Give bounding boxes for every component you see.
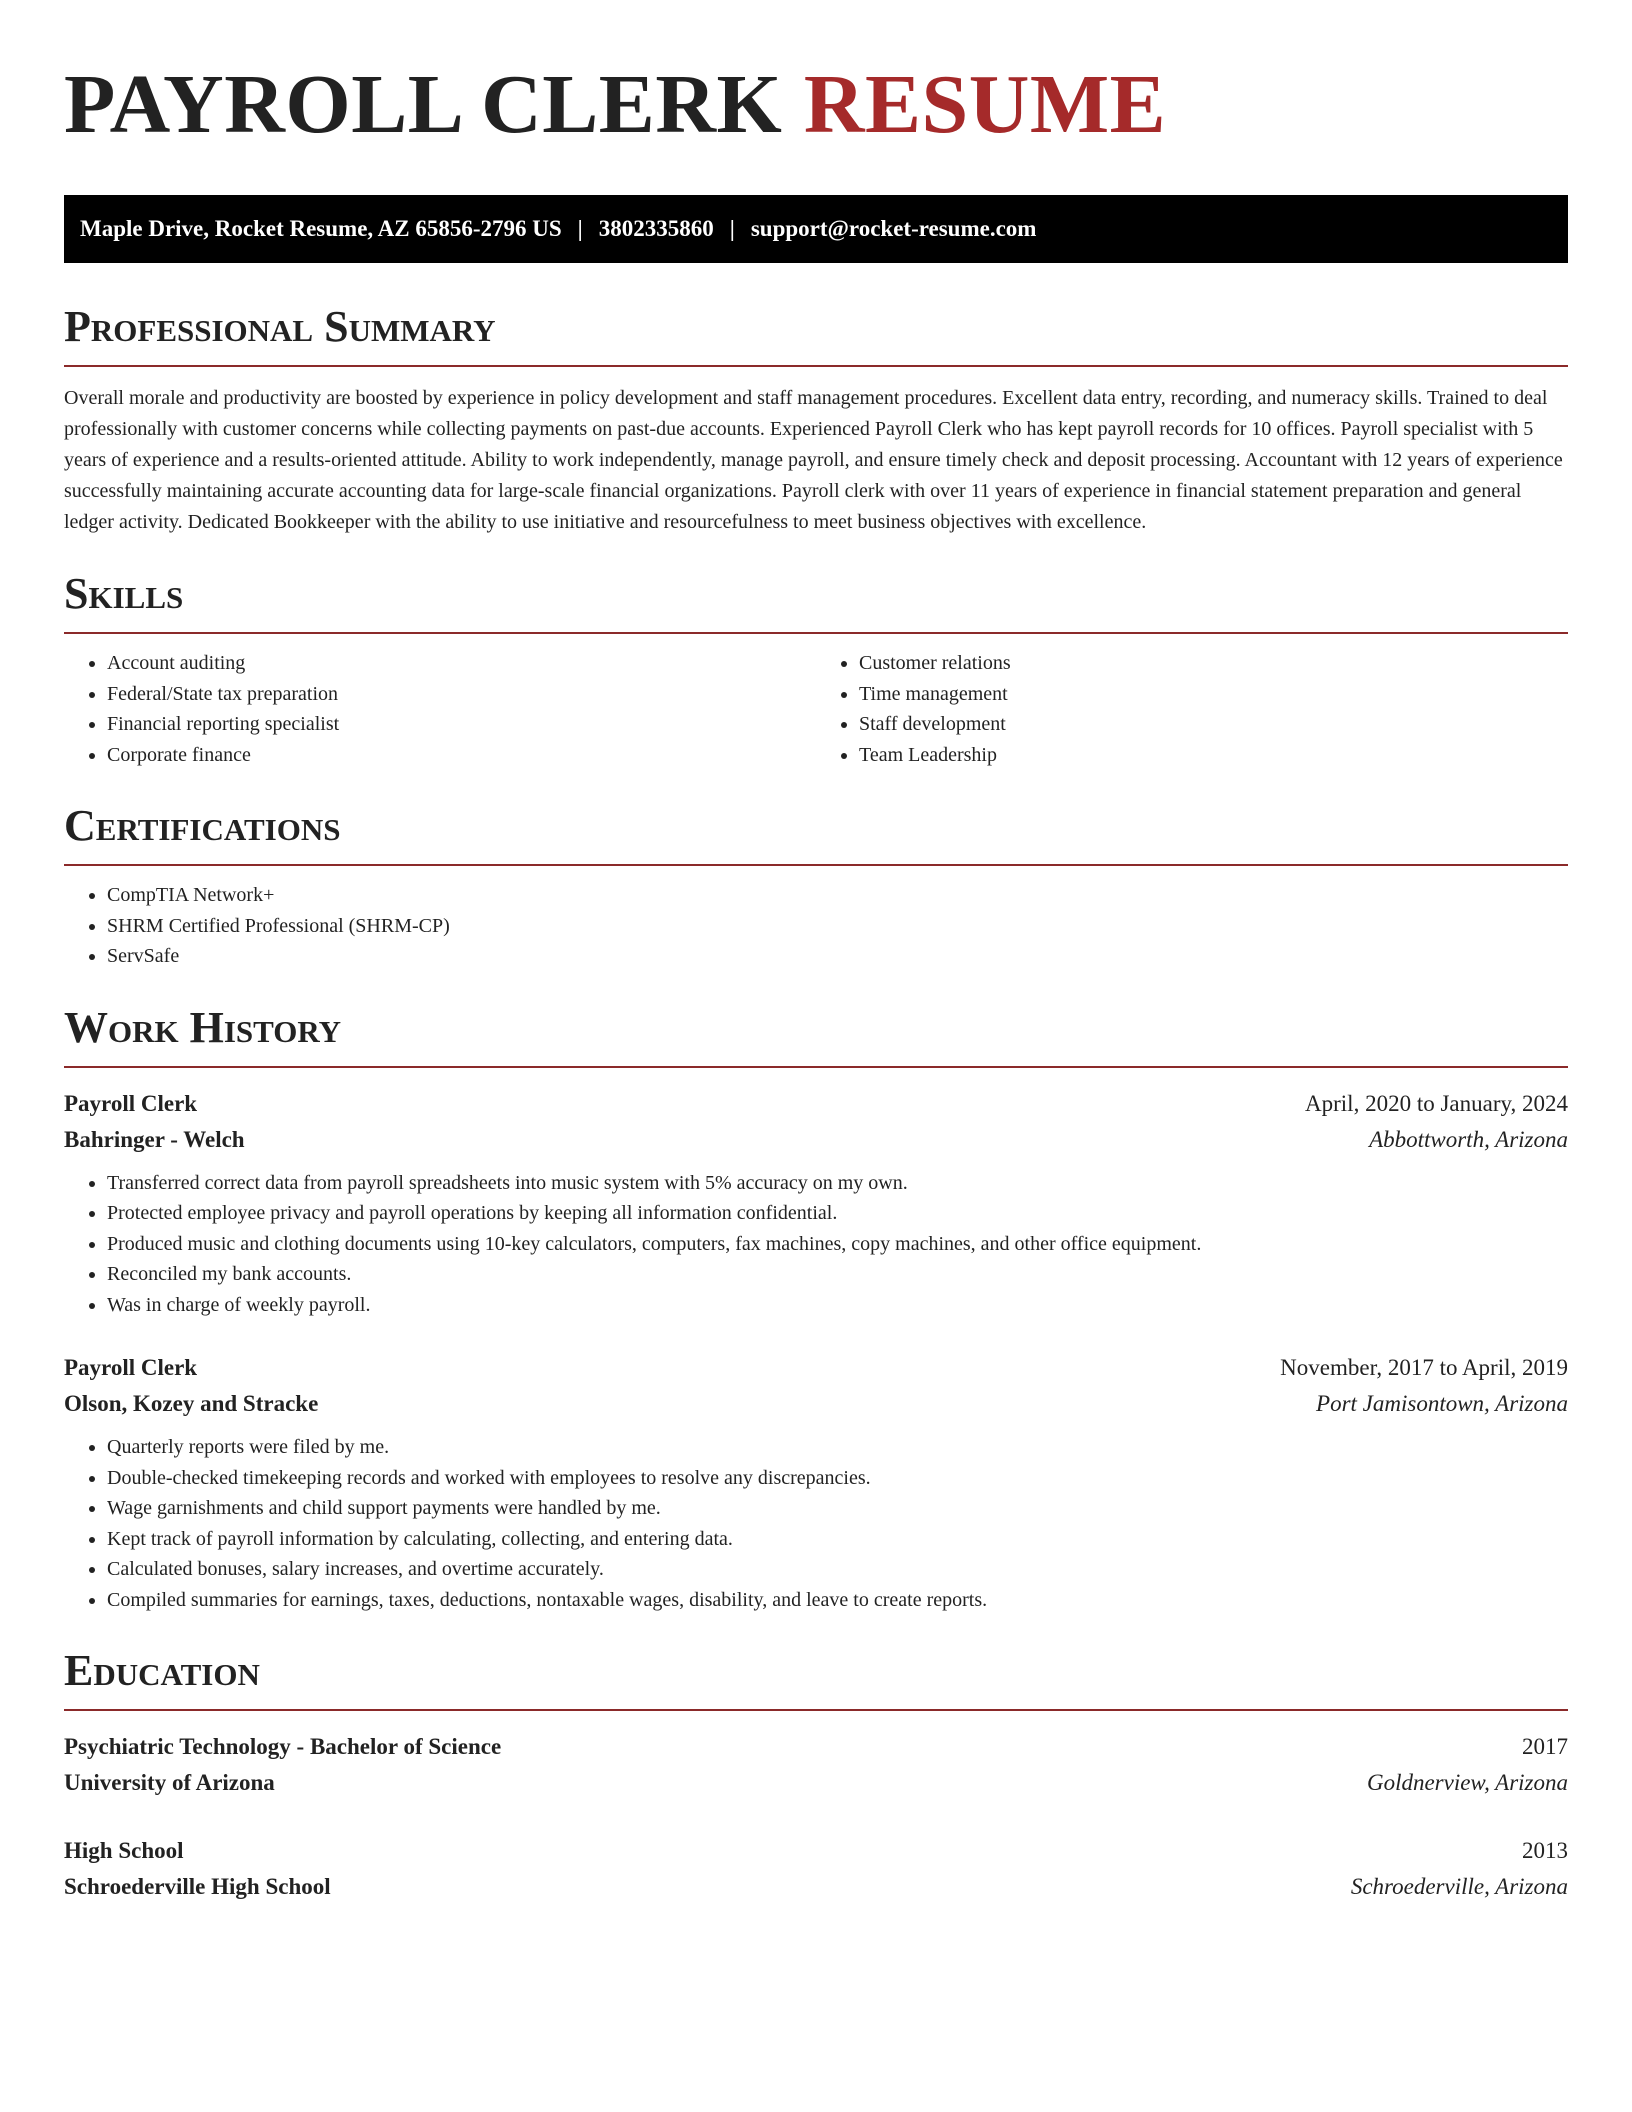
job-bullet: • Wage garnishments and child support payments were handled by me. [107,1493,1568,1524]
job-dates: November, 2017 to April, 2019 [1280,1355,1568,1380]
contact-bar [64,195,1568,263]
education-section [64,1645,1568,1905]
section-divider [64,1066,1568,1068]
job-bullet: • Compiled summaries for earnings, taxes, deductions, nontaxable wages, disability, and leave to create reports. [107,1585,1568,1616]
skills-list-right [816,648,1568,770]
job-entry [64,1086,1568,1321]
education-school-row [64,1869,1568,1905]
job-bullets [64,1432,1568,1615]
title-main: PAYROLL CLERK [64,58,783,151]
skill-item: • Staff development [859,709,1568,740]
education-year: 2017 [1522,1734,1568,1759]
skill-item: • Account auditing [107,648,816,679]
certifications-list [64,880,1568,972]
section-divider [64,1709,1568,1711]
education-year: 2013 [1522,1838,1568,1863]
education-degree-row [64,1729,1568,1765]
summary-text: Overall morale and productivity are boosted by experience in policy development and staff management procedures. Excellent data entry, recording, and numeracy skills. Trained to deal professionally with customer concerns while collecting payments on past-due accounts. Experienced Payroll Clerk who has kept payroll records for 10 offices. Payroll specialist with 5 years of experience and a results-oriented attitude. Ability to work independently, manage payroll, and ensure timely check and deposit processing. Accountant with 12 years of experience successfully maintaining accurate accounting data for large-scale financial organizations. Payroll clerk with over 11 years of experience in financial statement preparation and general ledger activity. Dedicated Bookkeeper with the ability to use initiative and resourcefulness to meet business objectives with excellence. [64,387,1563,533]
skills-grid [64,634,1568,770]
skills-list-left [64,648,816,770]
section-heading-education: Education [64,1646,260,1695]
job-company: Bahringer - Welch [64,1126,245,1152]
skills-section [64,568,1568,770]
contact-separator: | [577,216,583,241]
certifications-section [64,800,1568,972]
certification-item: • CompTIA Network+ [107,880,1568,911]
resume-title [64,55,1568,155]
education-entry [64,1729,1568,1801]
job-bullets [64,1168,1568,1321]
job-bullet: • Quarterly reports were filed by me. [107,1432,1568,1463]
job-title: Payroll Clerk [64,1090,198,1116]
job-bullet: • Protected employee privacy and payroll operations by keeping all information confidential. [107,1198,1568,1229]
section-divider [64,864,1568,866]
education-location: Goldnerview, Arizona [1366,1770,1568,1795]
skill-item: • Federal/State tax preparation [107,679,816,710]
job-bullet: • Produced music and clothing documents using 10-key calculators, computers, fax machines, copy machines, and other office equipment. [107,1229,1568,1260]
job-company-row [64,1386,1568,1422]
job-bullet: • Calculated bonuses, salary increases, and overtime accurately. [107,1554,1568,1585]
section-divider [64,365,1568,367]
summary-section [64,301,1568,538]
education-school: Schroederville High School [64,1874,331,1899]
certification-item: • ServSafe [107,941,1568,972]
education-location: Schroederville, Arizona [1350,1874,1568,1899]
job-company: Olson, Kozey and Stracke [64,1391,319,1416]
job-company-row [64,1122,1568,1158]
work-history-section [64,1002,1568,1616]
education-entry [64,1833,1568,1905]
section-heading-summary: Professional Summary [64,302,496,351]
job-bullet: • Reconciled my bank accounts. [107,1259,1568,1290]
job-header-row [64,1350,1568,1386]
skill-item: • Corporate finance [107,740,816,771]
job-entry [64,1350,1568,1615]
job-bullet: • Transferred correct data from payroll spreadsheets into music system with 5% accuracy on my own. [107,1168,1568,1199]
contact-email: support@rocket-resume.com [750,216,1037,241]
skill-item: • Customer relations [859,648,1568,679]
education-degree-row [64,1833,1568,1869]
contact-address: Maple Drive, Rocket Resume, AZ 65856-2796 US [80,216,562,241]
contact-separator: | [729,216,735,241]
section-heading-certifications: Certifications [64,801,341,850]
section-heading-work-history: Work History [64,1002,342,1052]
skill-item: • Team Leadership [859,740,1568,771]
skill-item: • Time management [859,679,1568,710]
job-header-row [64,1086,1568,1122]
certification-item: • SHRM Certified Professional (SHRM-CP) [107,911,1568,942]
job-dates: April, 2020 to January, 2024 [1305,1090,1568,1116]
education-degree: Psychiatric Technology - Bachelor of Science [64,1734,502,1759]
education-school: University of Arizona [64,1770,275,1795]
job-title: Payroll Clerk [64,1355,198,1380]
skill-item: • Financial reporting specialist [107,709,816,740]
contact-phone: 3802335860 [598,216,714,241]
education-school-row [64,1765,1568,1801]
job-location: Abbottworth, Arizona [1369,1126,1568,1152]
job-location: Port Jamisontown, Arizona [1316,1391,1568,1416]
title-accent: RESUME [803,58,1167,151]
job-bullet: • Double-checked timekeeping records and worked with employees to resolve any discrepancies. [107,1463,1568,1494]
section-heading-skills: Skills [64,569,184,618]
job-bullet: • Kept track of payroll information by calculating, collecting, and entering data. [107,1524,1568,1555]
education-degree: High School [64,1838,184,1863]
job-bullet: • Was in charge of weekly payroll. [107,1290,1568,1321]
